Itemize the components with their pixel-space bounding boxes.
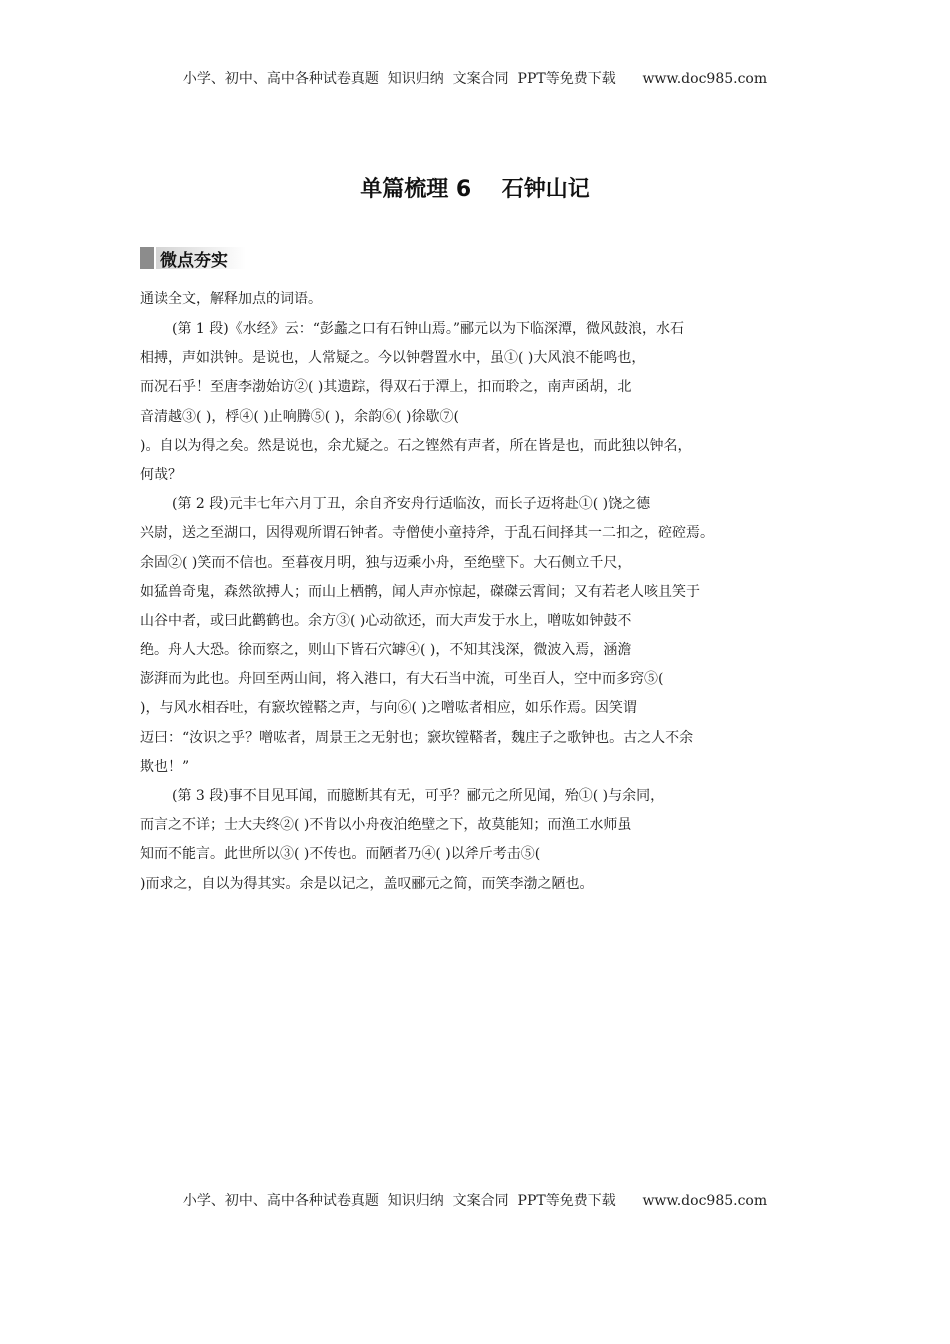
passage-body xyxy=(140,315,812,899)
paragraph-2-line-9: 迈曰：“汝识之乎？噌吰者，周景王之无射也；窾坎镗鞳者，魏庄子之歌钟也。古之人不余 xyxy=(140,729,694,746)
paragraph-2-line-7: 澎湃而为此也。舟回至两山间，将入港口，有大石当中流，可坐百人，空中而多窍⑤( xyxy=(140,671,664,688)
paragraph-1-line-4: 音清越③( )，桴④( )止响腾⑤( )，余韵⑥( )徐歇⑦( xyxy=(140,408,459,425)
instruction-text: 通读全文，解释加点的词语。 xyxy=(140,291,322,307)
paragraph-2-line-1: (第 2 段)元丰七年六月丁丑，余自齐安舟行适临汝，而长子迈将赴①( )饶之德 xyxy=(172,496,651,513)
paragraph-1-line-3: 而况石乎！至唐李渤始访②( )其遗踪，得双石于潭上，扣而聆之，南声函胡，北 xyxy=(140,379,632,396)
section-marker-icon xyxy=(140,247,154,269)
paragraph-2-line-3: 余固②( )笑而不信也。至暮夜月明，独与迈乘小舟，至绝壁下。大石侧立千尺， xyxy=(140,554,632,571)
paragraph-2-line-6: 绝。舟人大恐。徐而察之，则山下皆石穴罅④( )，不知其浅深，微波入焉，涵澹 xyxy=(140,642,632,659)
paragraph-2-line-4: 如猛兽奇鬼，森然欲搏人；而山上栖鹘，闻人声亦惊起，磔磔云霄间；又有若老人咳且笑于 xyxy=(140,583,700,600)
paragraph-3-line-3: 知而不能言。此世所以③( )不传也。而陋者乃④( )以斧斤考击⑤( xyxy=(140,846,541,863)
paragraph-3-line-2: 而言之不详；士大夫终②( )不肯以小舟夜泊绝壁之下，故莫能知；而渔工水师虽 xyxy=(140,817,632,834)
paragraph-1-line-5: )。自以为得之矣。然是说也，余尤疑之。石之铿然有声者，所在皆是也，而此独以钟名， xyxy=(140,437,692,454)
paragraph-1-line-2: 相搏，声如洪钟。是说也，人常疑之。今以钟磬置水中，虽①( )大风浪不能鸣也， xyxy=(140,350,646,367)
paragraph-3-line-1: (第 3 段)事不目见耳闻，而臆断其有无，可乎？郦元之所见闻，殆①( )与余同， xyxy=(172,788,665,804)
paragraph-2-line-10: 欺也！” xyxy=(140,758,190,775)
section-label-bg xyxy=(156,247,246,269)
section-heading xyxy=(140,246,246,270)
page-header: 小学、初中、高中各种试卷真题 知识归纳 文案合同 PPT等免费下载 www.doc985.com xyxy=(182,71,768,87)
paragraph-3-line-4: )而求之，自以为得其实。余是以记之，盖叹郦元之简，而笑李渤之陋也。 xyxy=(140,875,594,892)
paragraph-2-line-8: )，与风水相吞吐，有窾坎镗鞳之声，与向⑥( )之噌吰者相应，如乐作焉。因笑谓 xyxy=(140,700,637,717)
page-title: 单篇梳理 6 石钟山记 xyxy=(360,177,590,202)
page-footer: 小学、初中、高中各种试卷真题 知识归纳 文案合同 PPT等免费下载 www.doc985.com xyxy=(182,1193,768,1209)
section-label: 微点夯实 xyxy=(160,250,228,271)
paragraph-1-line-1: (第 1 段)《水经》云：“彭蠡之口有石钟山焉。”郦元以为下临深潭，微风鼓浪，水石 xyxy=(172,321,685,337)
paragraph-1-line-6: 何哉？ xyxy=(140,466,182,483)
paragraph-2-line-2: 兴尉，送之至湖口，因得观所谓石钟者。寺僧使小童持斧，于乱石间择其一二扣之，硿硿焉。 xyxy=(140,525,714,542)
paragraph-2-line-5: 山谷中者，或曰此鹳鹤也。余方③( )心动欲还，而大声发于水上，噌吰如钟鼓不 xyxy=(140,612,632,629)
